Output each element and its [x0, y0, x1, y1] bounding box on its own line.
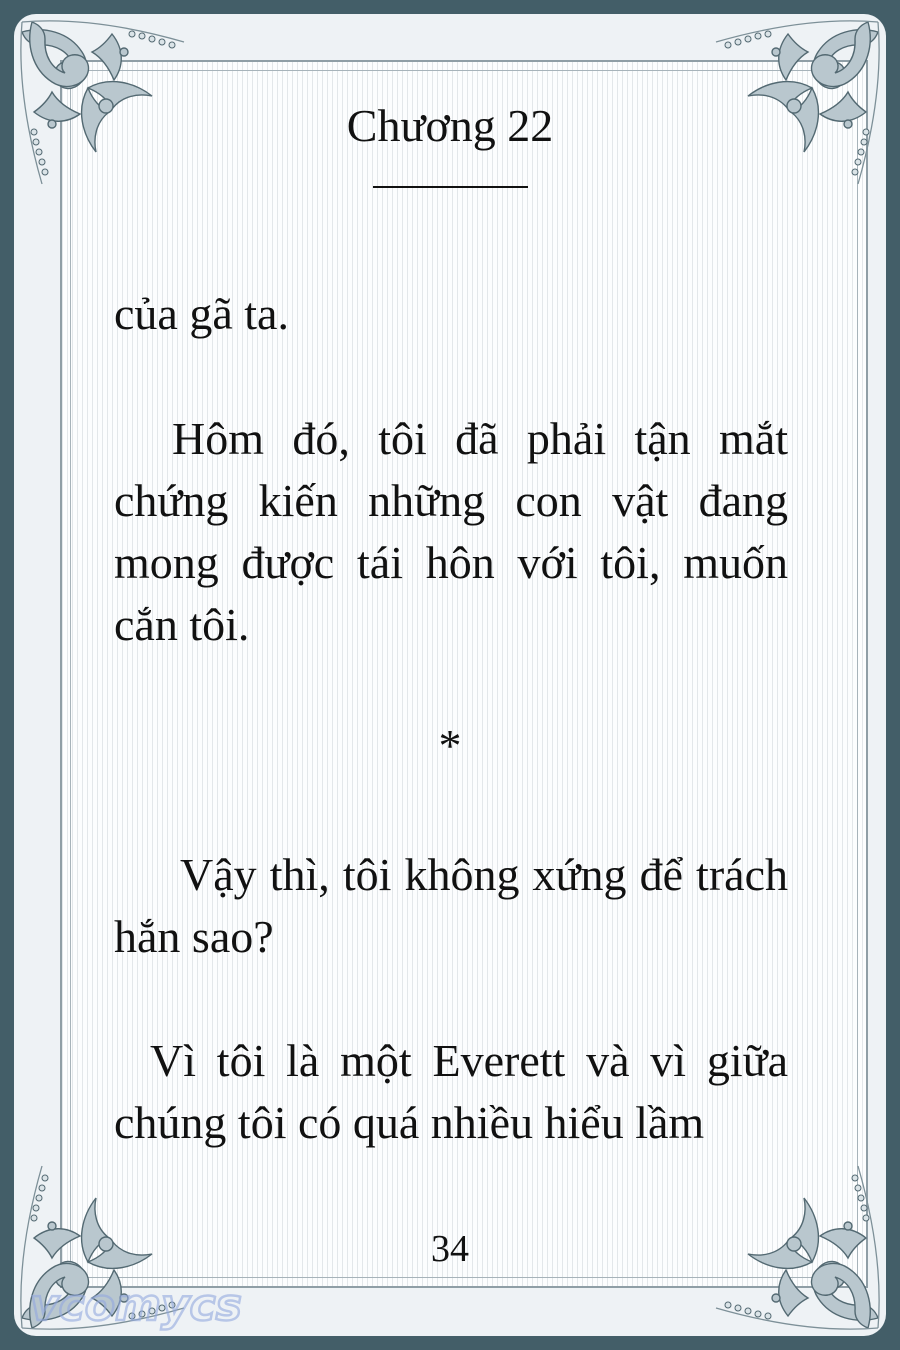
chapter-title: Chương 22: [346, 100, 554, 151]
paragraph-1: của gã ta.: [114, 288, 289, 339]
watermark-text: vcomycs: [30, 1280, 242, 1331]
watermark-logo: [28, 1272, 258, 1334]
paragraph-2: Hôm đó, tôi đã phải tận mắt chứng kiến những con vật đang mong được tái hôn với tôi, muốn cắn tôi.: [114, 413, 788, 650]
paragraph-3: Vậy thì, tôi không xứng để trách hắn sao?: [114, 849, 788, 962]
section-separator: *: [438, 720, 462, 771]
title-divider: [373, 186, 528, 188]
page-number: 34: [431, 1228, 469, 1270]
paragraph-4: Vì tôi là một Everett và vì giữa chúng tôi có quá nhiều hiểu lầm: [114, 1035, 788, 1148]
